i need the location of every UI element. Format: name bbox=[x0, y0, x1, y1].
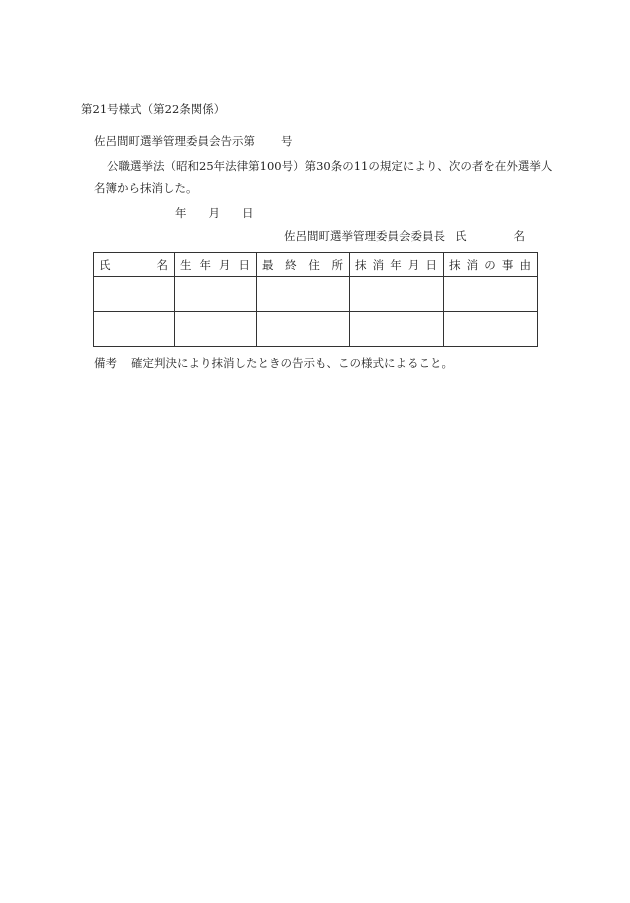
table-cell bbox=[257, 277, 350, 312]
header-last-address: 最 終 住 所 bbox=[257, 253, 350, 277]
signer-title: 佐呂間町選挙管理委員会委員長 bbox=[284, 229, 445, 243]
date-day-label: 日 bbox=[242, 206, 254, 220]
header-deletion-date: 抹 消 年 月 日 bbox=[350, 253, 444, 277]
table-cell bbox=[444, 312, 538, 347]
signer-line bbox=[284, 231, 525, 243]
deletion-record-table bbox=[93, 252, 538, 347]
table-row bbox=[94, 277, 538, 312]
table-row bbox=[94, 312, 538, 347]
signer-name-label-2: 名 bbox=[513, 229, 525, 243]
table-cell bbox=[94, 312, 175, 347]
remarks bbox=[94, 358, 453, 370]
header-deletion-reason: 抹 消 の 事 由 bbox=[444, 253, 538, 277]
date-line bbox=[175, 208, 254, 220]
table-cell bbox=[257, 312, 350, 347]
table-cell bbox=[444, 277, 538, 312]
form-number: 第21号様式（第22条関係） bbox=[81, 102, 226, 116]
remarks-label: 備考 bbox=[94, 356, 117, 370]
table-cell bbox=[350, 312, 444, 347]
notice-title-suffix: 号 bbox=[281, 134, 293, 148]
table-header-row bbox=[94, 253, 538, 277]
header-name: 氏 名 bbox=[94, 253, 175, 277]
table-cell bbox=[175, 277, 257, 312]
remarks-text: 確定判決により抹消したときの告示も、この様式によること。 bbox=[131, 356, 453, 370]
table-cell bbox=[350, 277, 444, 312]
signer-name-label-1: 氏 bbox=[455, 229, 467, 243]
notice-title-prefix: 佐呂間町選挙管理委員会告示第 bbox=[94, 134, 255, 148]
date-year-label: 年 bbox=[175, 206, 187, 220]
notice-title bbox=[94, 136, 293, 148]
table-cell bbox=[175, 312, 257, 347]
body-text-line-1: 公職選挙法（昭和25年法律第100号）第30条の11の規定により、次の者を在外選挙人 bbox=[107, 159, 553, 173]
date-month-label: 月 bbox=[208, 206, 220, 220]
table-cell bbox=[94, 277, 175, 312]
body-text-line-2: 名簿から抹消した。 bbox=[94, 181, 198, 195]
header-birth-date: 生 年 月 日 bbox=[175, 253, 257, 277]
